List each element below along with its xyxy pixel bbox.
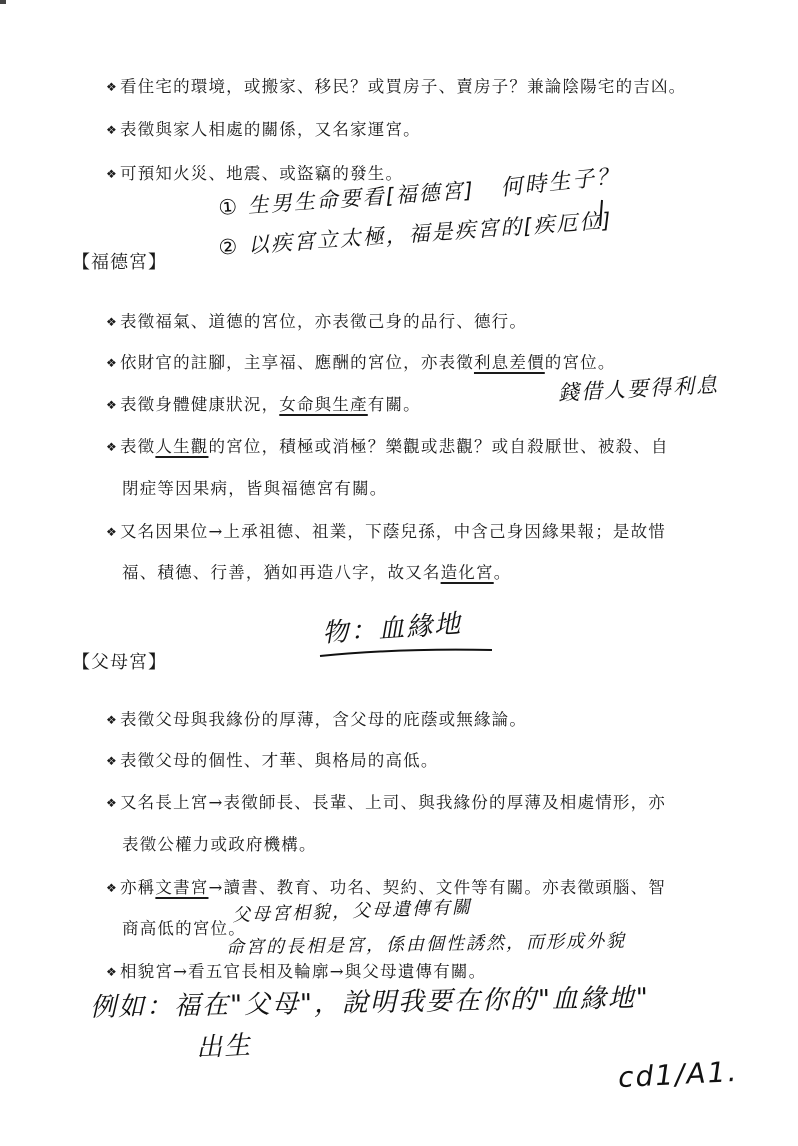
diamond-bullet-icon: ❖ bbox=[106, 881, 118, 895]
diamond-bullet-icon: ❖ bbox=[106, 754, 118, 768]
fumu-bullet-3: ❖ 又名長上宮→表徵師長、長輩、上司、與我緣份的厚薄及相處情形，亦 bbox=[106, 793, 666, 812]
fude-bullet-4-cont: 閉症等因果病，皆與福德宮有關。 bbox=[122, 479, 388, 498]
section-heading-fude: 【福德宮】 bbox=[72, 252, 167, 273]
fumu-bullet-4: ❖ 亦稱文書宮→讀書、教育、功名、契約、文件等有關。亦表徵頭腦、智 bbox=[106, 878, 667, 897]
fude-bullet-5: ❖ 又名因果位→上承祖德、祖業，下蔭兒孫，中含己身因緣果報；是故惜 bbox=[106, 522, 666, 541]
handwritten-note-4: 物：血緣地 bbox=[321, 609, 464, 649]
diamond-bullet-icon: ❖ bbox=[106, 315, 118, 329]
handwritten-note-5: 父母宮相貌，父母遺傳有關 bbox=[231, 896, 473, 927]
fumu-bullet-5: ❖ 相貌宮→看五官長相及輪廓→與父母遺傳有關。 bbox=[106, 962, 487, 981]
diamond-bullet-icon: ❖ bbox=[106, 167, 118, 181]
handwritten-note-9: cd1/A1. bbox=[617, 1054, 740, 1095]
handwritten-note-2: ② 以疾宮立太極，福是疾宮的[疾厄位] bbox=[217, 208, 614, 260]
handwritten-note-3: 錢借人要得利息 bbox=[557, 372, 720, 406]
diamond-bullet-icon: ❖ bbox=[106, 525, 118, 539]
fude-bullet-4: ❖ 表徵人生觀的宮位，積極或消極？樂觀或悲觀？或自殺厭世、被殺、自 bbox=[106, 437, 669, 456]
intro-bullet-1: ❖ 看住宅的環境，或搬家、移民？或買房子、賣房子？兼論陰陽宅的吉凶。 bbox=[106, 77, 687, 96]
handwritten-note-6: 命宮的長相是宮，係由個性誘然，而形成外貌 bbox=[225, 930, 627, 959]
handwritten-note-1b: 何時生子？ bbox=[499, 163, 622, 202]
diamond-bullet-icon: ❖ bbox=[106, 713, 118, 727]
handwritten-note-1: ① 生男生命要看[福德宮] bbox=[217, 178, 476, 220]
handwritten-note-7: 例如：福在"父母"，說明我要在你的"血緣地" bbox=[89, 983, 651, 1023]
diamond-bullet-icon: ❖ bbox=[106, 356, 118, 370]
pen-underline-xueyuan bbox=[320, 650, 492, 656]
fumu-bullet-3-cont: 表徵公權力或政府機構。 bbox=[122, 835, 317, 854]
intro-bullet-3: ❖ 可預知火災、地震、或盜竊的發生。 bbox=[106, 164, 404, 183]
fumu-bullet-1: ❖ 表徵父母與我緣份的厚薄，含父母的庇蔭或無緣論。 bbox=[106, 710, 528, 729]
section-heading-fumu: 【父母宮】 bbox=[72, 652, 167, 673]
fude-bullet-2: ❖ 依財官的註腳，主享福、應酬的宮位，亦表徵利息差價的宮位。 bbox=[106, 353, 616, 372]
diamond-bullet-icon: ❖ bbox=[106, 398, 118, 412]
fude-bullet-1: ❖ 表徵福氣、道德的宮位，亦表徵己身的品行、德行。 bbox=[106, 312, 528, 331]
handwritten-note-8: 出生 bbox=[195, 1030, 253, 1064]
fude-bullet-3: ❖ 表徵身體健康狀況，女命與生產有關。 bbox=[106, 395, 421, 414]
intro-bullet-2: ❖ 表徵與家人相處的關係，又名家運宮。 bbox=[106, 120, 421, 139]
diamond-bullet-icon: ❖ bbox=[106, 796, 118, 810]
diamond-bullet-icon: ❖ bbox=[106, 123, 118, 137]
diamond-bullet-icon: ❖ bbox=[106, 965, 118, 979]
fude-bullet-5-cont: 福、積德、行善，猶如再造八字，故又名造化宮。 bbox=[122, 563, 512, 582]
fumu-bullet-4-cont: 商高低的宮位。 bbox=[122, 919, 246, 938]
diamond-bullet-icon: ❖ bbox=[106, 440, 118, 454]
fumu-bullet-2: ❖ 表徵父母的個性、才華、與格局的高低。 bbox=[106, 751, 439, 770]
diamond-bullet-icon: ❖ bbox=[106, 80, 118, 94]
page-corner-mark bbox=[0, 0, 6, 4]
